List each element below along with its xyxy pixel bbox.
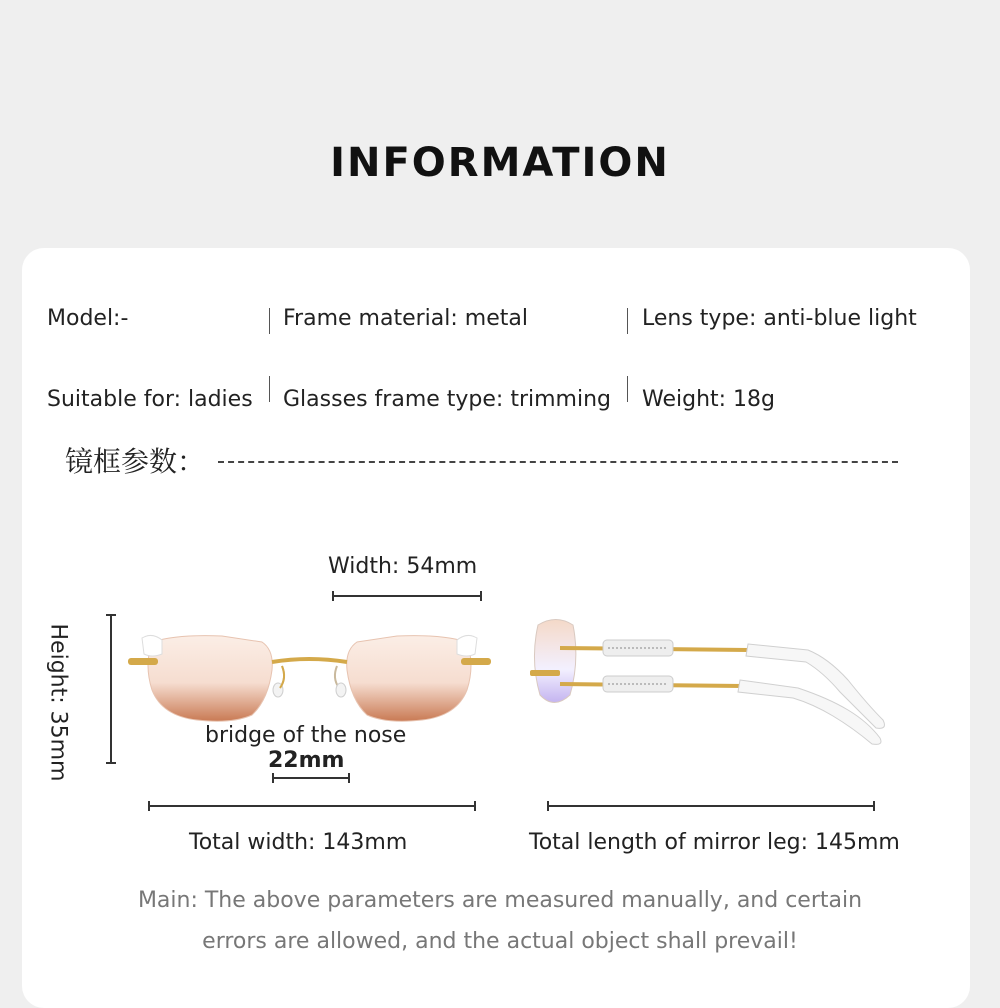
spec-suitable-for: Suitable for: ladies xyxy=(47,387,253,412)
spec-weight: Weight: 18g xyxy=(642,387,776,412)
params-heading: 镜框参数： xyxy=(65,445,206,478)
spec-lens-type: Lens type: anti-blue light xyxy=(642,306,917,331)
leg-length-label: Total length of mirror leg: 145mm xyxy=(529,830,900,855)
glasses-front-image xyxy=(122,620,497,740)
height-line xyxy=(110,614,112,764)
divider xyxy=(627,376,628,402)
divider xyxy=(269,308,270,334)
divider xyxy=(627,308,628,334)
spec-model: Model:- xyxy=(47,306,129,331)
total-width-label: Total width: 143mm xyxy=(189,830,408,855)
leg-length-line xyxy=(547,805,875,807)
bridge-label: bridge of the nose xyxy=(205,723,407,748)
total-width-line xyxy=(148,805,476,807)
bridge-value: 22mm xyxy=(268,748,345,773)
dashed-divider xyxy=(218,461,898,463)
glasses-side-image xyxy=(528,610,893,750)
spec-frame-type: Glasses frame type: trimming xyxy=(283,387,612,412)
spec-frame-material: Frame material: metal xyxy=(283,306,528,331)
lens-width-line xyxy=(332,595,482,597)
page-title: INFORMATION xyxy=(330,140,670,186)
note-line-2: errors are allowed, and the actual object shall prevail! xyxy=(202,929,798,954)
note-line-1: Main: The above parameters are measured manually, and certain xyxy=(137,888,863,913)
lens-width-label: Width: 54mm xyxy=(328,554,478,579)
divider xyxy=(269,376,270,402)
height-label: Height: 35mm xyxy=(45,623,71,782)
bridge-line xyxy=(272,777,350,779)
